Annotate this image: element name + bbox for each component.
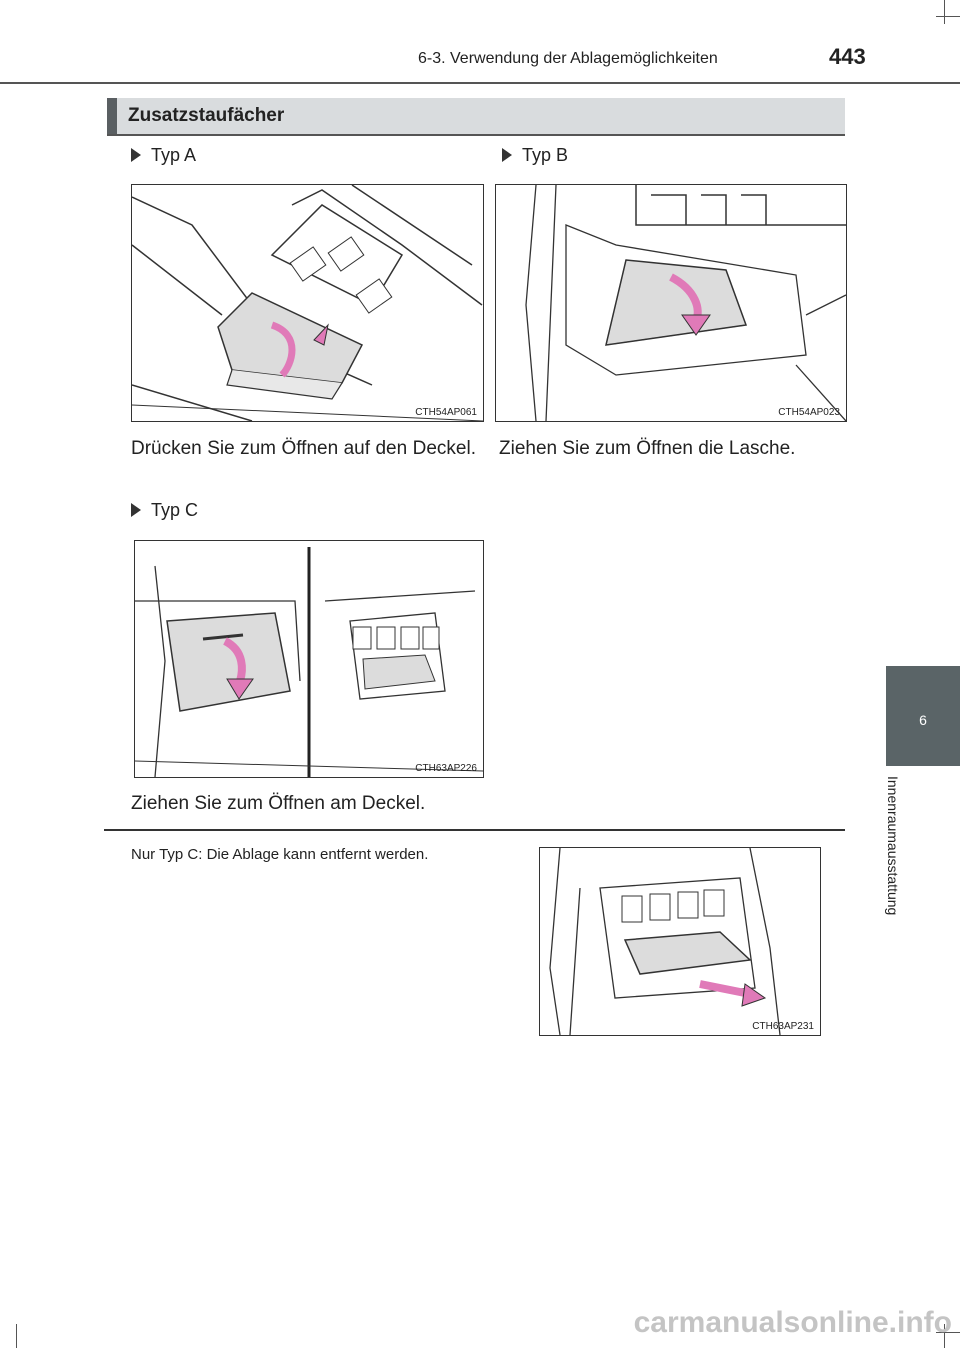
- crop-mark: [936, 16, 960, 17]
- figure-type-b: [495, 184, 847, 422]
- chapter-tab: [886, 666, 960, 766]
- running-header: 6-3. Verwendung der Ablagemöglichkeiten: [418, 50, 718, 67]
- page-number: 443: [829, 44, 866, 69]
- watermark: carmanualsonline.info: [633, 1306, 952, 1339]
- instrument-panel-illustration: [496, 185, 846, 421]
- chapter-title-vertical: [885, 776, 925, 956]
- figure-code: CTH54AP023: [778, 407, 840, 418]
- triangle-bullet-icon: [131, 503, 141, 517]
- chapter-number: 6: [919, 712, 927, 728]
- type-b-caption: Ziehen Sie zum Öffnen die Lasche.: [499, 438, 796, 459]
- figure-type-c: [134, 540, 484, 778]
- note-text: Nur Typ C: Die Ablage kann entfernt werden.: [131, 846, 429, 863]
- figure-code: CTH54AP061: [415, 407, 477, 418]
- figure-code: CTH63AP226: [415, 763, 477, 774]
- lower-panel-illustration: [135, 541, 483, 777]
- figure-tray-removal: [539, 847, 821, 1036]
- type-b-label-text: Typ B: [522, 145, 569, 165]
- crop-mark: [944, 0, 945, 24]
- section-heading-bar: [107, 98, 845, 136]
- type-c-caption: Ziehen Sie zum Öffnen am Deckel.: [131, 793, 426, 814]
- overhead-console-illustration: [132, 185, 483, 421]
- type-a-caption: Drücken Sie zum Öffnen auf den Deckel.: [131, 438, 476, 459]
- crop-mark: [16, 1324, 17, 1348]
- tray-removal-illustration: [540, 848, 820, 1035]
- section-heading: Zusatzstaufächer: [128, 105, 285, 126]
- header-rule: [0, 82, 960, 84]
- figure-code: CTH63AP231: [752, 1021, 814, 1032]
- type-a-label-text: Typ A: [151, 145, 197, 165]
- figure-type-a: [131, 184, 484, 422]
- type-c-label: [131, 500, 198, 521]
- chapter-title: Innenraumausstattung: [885, 776, 901, 916]
- section-heading-accent: [107, 98, 117, 134]
- section-divider: [104, 829, 845, 831]
- type-a-label: [131, 145, 196, 166]
- type-b-label: [502, 145, 568, 166]
- triangle-bullet-icon: [502, 148, 512, 162]
- type-c-label-text: Typ C: [151, 500, 199, 520]
- triangle-bullet-icon: [131, 148, 141, 162]
